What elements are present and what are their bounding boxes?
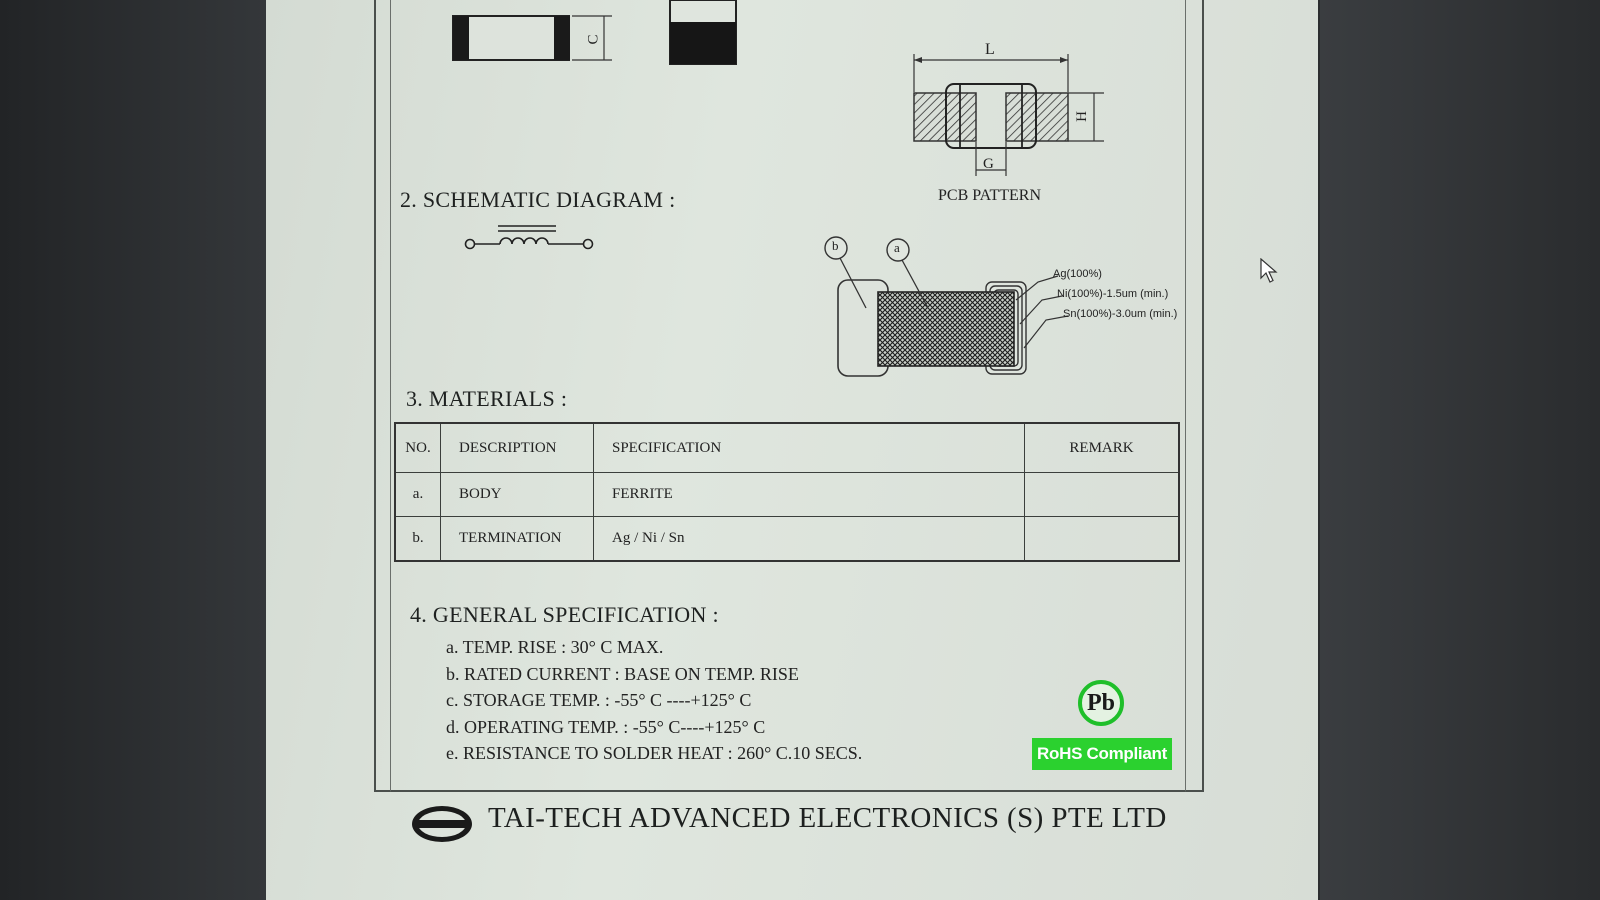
spec-item-temp-rise: a. TEMP. RISE : 30° C MAX. — [446, 637, 664, 657]
schematic-heading: 2. SCHEMATIC DIAGRAM : — [400, 187, 676, 212]
layer-label-ni: Ni(100%)-1.5um (min.) — [1057, 288, 1169, 300]
col-header-no: NO. — [395, 423, 441, 473]
table-row — [395, 473, 1179, 517]
construction-cross-section — [825, 237, 1068, 376]
materials-table — [394, 422, 1180, 562]
cell-description: BODY — [441, 473, 594, 517]
general-spec-list — [446, 634, 862, 767]
callout-a-label: a — [894, 240, 900, 255]
dim-label-h: H — [1073, 111, 1090, 122]
spec-item-solder-heat: e. RESISTANCE TO SOLDER HEAT : 260° C.10 SECS. — [446, 743, 863, 763]
general-spec-heading: 4. GENERAL SPECIFICATION : — [410, 602, 719, 627]
table-row — [395, 517, 1179, 562]
callout-b-label: b — [832, 238, 839, 253]
cell-specification: Ag / Ni / Sn — [594, 517, 1025, 562]
spec-item-operating-temp: d. OPERATING TEMP. : -55° C----+125° C — [446, 716, 766, 737]
layer-label-sn: Sn(100%)-3.0um (min.) — [1063, 308, 1178, 320]
dim-label-g: G — [983, 156, 994, 172]
cell-no: a. — [395, 473, 441, 517]
cell-remark — [1025, 517, 1180, 562]
chip-end-view — [670, 0, 736, 64]
spec-item-rated-current: b. RATED CURRENT : BASE ON TEMP. RISE — [446, 663, 799, 684]
mouse-pointer-icon — [1260, 258, 1278, 284]
inductor-symbol — [466, 226, 593, 249]
col-header-specification: SPECIFICATION — [594, 423, 1025, 473]
col-header-description: DESCRIPTION — [441, 423, 594, 473]
rohs-compliant-badge: RoHS Compliant — [1032, 738, 1172, 770]
pcb-pattern-label: PCB PATTERN — [938, 187, 1041, 204]
cell-description: TERMINATION — [441, 517, 594, 562]
dim-label-l: L — [985, 41, 995, 58]
spec-item-storage-temp: c. STORAGE TEMP. : -55° C ----+125° C — [446, 690, 752, 710]
dim-label-c: C — [585, 34, 602, 45]
layer-label-ag: Ag(100%) — [1053, 268, 1102, 280]
pb-free-icon: Pb — [1078, 680, 1124, 726]
cell-specification: FERRITE — [594, 473, 1025, 517]
table-header-row — [395, 423, 1179, 473]
company-name: TAI-TECH ADVANCED ELECTRONICS (S) PTE LTD — [488, 802, 1167, 834]
cell-remark — [1025, 473, 1180, 517]
company-logo — [412, 806, 472, 842]
cell-no: b. — [395, 517, 441, 562]
materials-heading: 3. MATERIALS : — [406, 386, 568, 411]
col-header-remark: REMARK — [1025, 423, 1180, 473]
